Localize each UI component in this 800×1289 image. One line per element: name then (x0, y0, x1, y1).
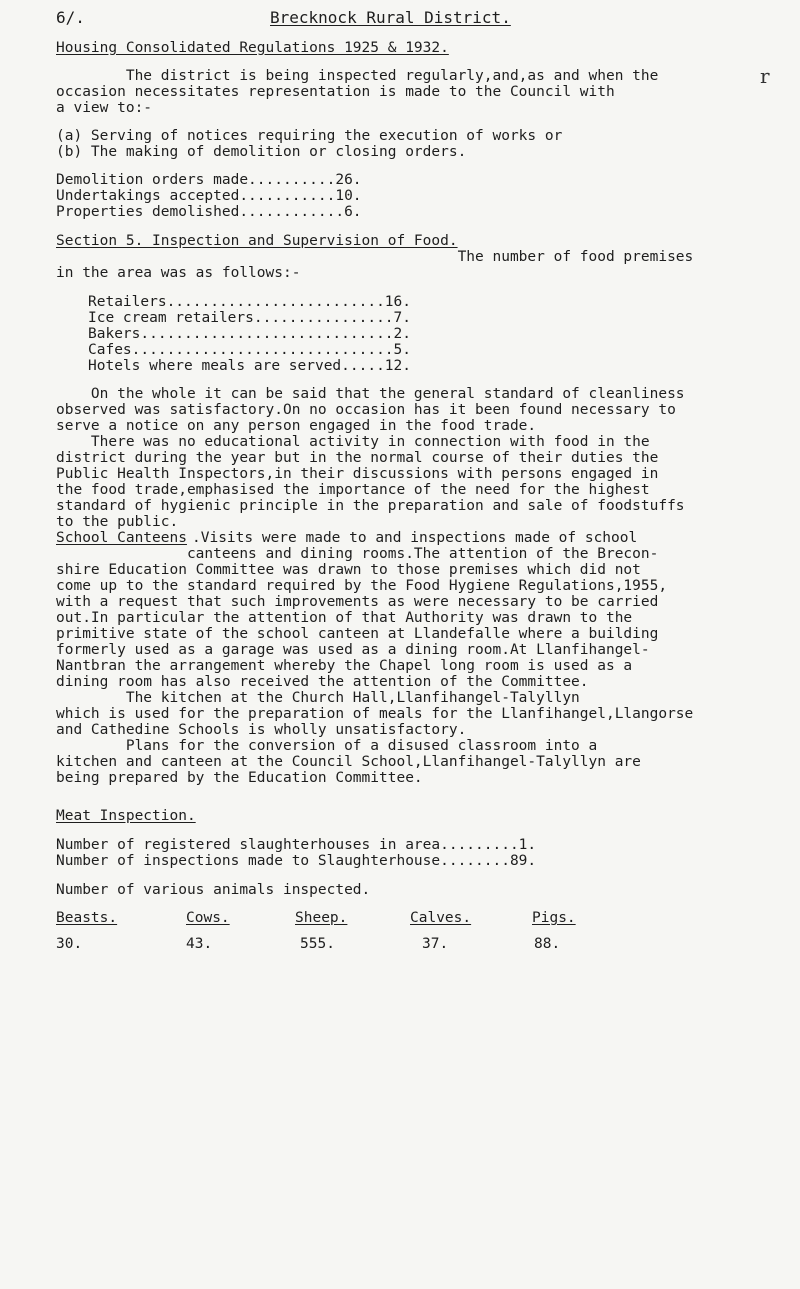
meat-inspection-title: Meat Inspection. (56, 808, 196, 824)
meat-stat: Number of registered slaughterhouses in area.........1. (56, 837, 537, 853)
school-line: kitchen and canteen at the Council School,Llanfihangel-Talyllyn are (56, 754, 641, 770)
animal-value-cows: 43. (186, 936, 213, 952)
meat-stat: Number of inspections made to Slaughterhouse........89. (56, 853, 537, 869)
premises-item: Retailers.........................16. (88, 294, 412, 310)
housing-intro-line: The district is being inspected regularly,and,as and when the (56, 68, 659, 84)
animal-value-beasts: 30. (56, 936, 83, 952)
animal-value-calves: 37. (422, 936, 449, 952)
school-line: canteens and dining rooms.The attention of the Brecon- (56, 546, 659, 562)
school-line: and Cathedine Schools is wholly unsatisfactory. (56, 722, 467, 738)
school-line: Nantbran the arrangement whereby the Chapel long room is used as a (56, 658, 633, 674)
food-paragraph-line: standard of hygienic principle in the preparation and sale of foodstuffs (56, 498, 685, 514)
housing-point-b: (b) The making of demolition or closing orders. (56, 144, 467, 160)
food-paragraph-line: district during the year but in the normal course of their duties the (56, 450, 659, 466)
school-line: shire Education Committee was drawn to those premises which did not (56, 562, 641, 578)
food-intro-line: The number of food premises (56, 249, 694, 265)
food-intro-line: in the area was as follows:- (56, 265, 301, 281)
premises-item: Hotels where meals are served.....12. (88, 358, 412, 374)
housing-stat: Demolition orders made..........26. (56, 172, 362, 188)
housing-stat: Properties demolished............6. (56, 204, 362, 220)
school-line: out.In particular the attention of that Authority was drawn to the (56, 610, 633, 626)
food-paragraph-line: On the whole it can be said that the general standard of cleanliness (56, 386, 685, 402)
animal-value-sheep: 555. (300, 936, 335, 952)
corner-mark: r (760, 64, 770, 88)
animal-label-beasts: Beasts. (56, 910, 118, 926)
animals-heading: Number of various animals inspected. (56, 882, 371, 898)
school-line: Plans for the conversion of a disused classroom into a (56, 738, 598, 754)
school-canteens-title: School Canteens (56, 530, 187, 546)
housing-point-a: (a) Serving of notices requiring the execution of works or (56, 128, 563, 144)
food-paragraph-line: serve a notice on any person engaged in the food trade. (56, 418, 537, 434)
school-line: come up to the standard required by the Food Hygiene Regulations,1955, (56, 578, 668, 594)
school-line: The kitchen at the Church Hall,Llanfihangel-Talyllyn (56, 690, 580, 706)
school-line: which is used for the preparation of meals for the Llanfihangel,Llangorse (56, 706, 694, 722)
housing-section-title: Housing Consolidated Regulations 1925 & 1932. (56, 40, 449, 56)
animal-label-pigs: Pigs. (532, 910, 576, 926)
food-paragraph-line: to the public. (56, 514, 179, 530)
housing-intro-line: a view to:- (56, 100, 153, 116)
animal-label-calves: Calves. (410, 910, 472, 926)
food-paragraph-line: observed was satisfactory.On no occasion has it been found necessary to (56, 402, 676, 418)
food-paragraph-line: the food trade,emphasised the importance of the need for the highest (56, 482, 650, 498)
animal-label-sheep: Sheep. (295, 910, 348, 926)
food-section-title: Section 5. Inspection and Supervision of Food. (56, 233, 458, 249)
food-paragraph-line: Public Health Inspectors,in their discussions with persons engaged in (56, 466, 659, 482)
animal-value-pigs: 88. (534, 936, 561, 952)
page-number: 6/. (56, 8, 85, 27)
school-line: .Visits were made to and inspections made of school (192, 530, 638, 546)
district-header: Brecknock Rural District. (270, 8, 511, 27)
premises-item: Cafes..............................5. (88, 342, 412, 358)
housing-intro-line: occasion necessitates representation is made to the Council with (56, 84, 615, 100)
school-line: being prepared by the Education Committee. (56, 770, 423, 786)
school-line: with a request that such improvements as were necessary to be carried (56, 594, 659, 610)
premises-item: Bakers.............................2. (88, 326, 412, 342)
school-line: dining room has also received the attention of the Committee. (56, 674, 589, 690)
premises-item: Ice cream retailers................7. (88, 310, 412, 326)
school-line: formerly used as a garage was used as a dining room.At Llanfihangel- (56, 642, 650, 658)
housing-stat: Undertakings accepted...........10. (56, 188, 362, 204)
school-line: primitive state of the school canteen at Llandefalle where a building (56, 626, 659, 642)
animal-label-cows: Cows. (186, 910, 230, 926)
food-paragraph-line: There was no educational activity in connection with food in the (56, 434, 650, 450)
